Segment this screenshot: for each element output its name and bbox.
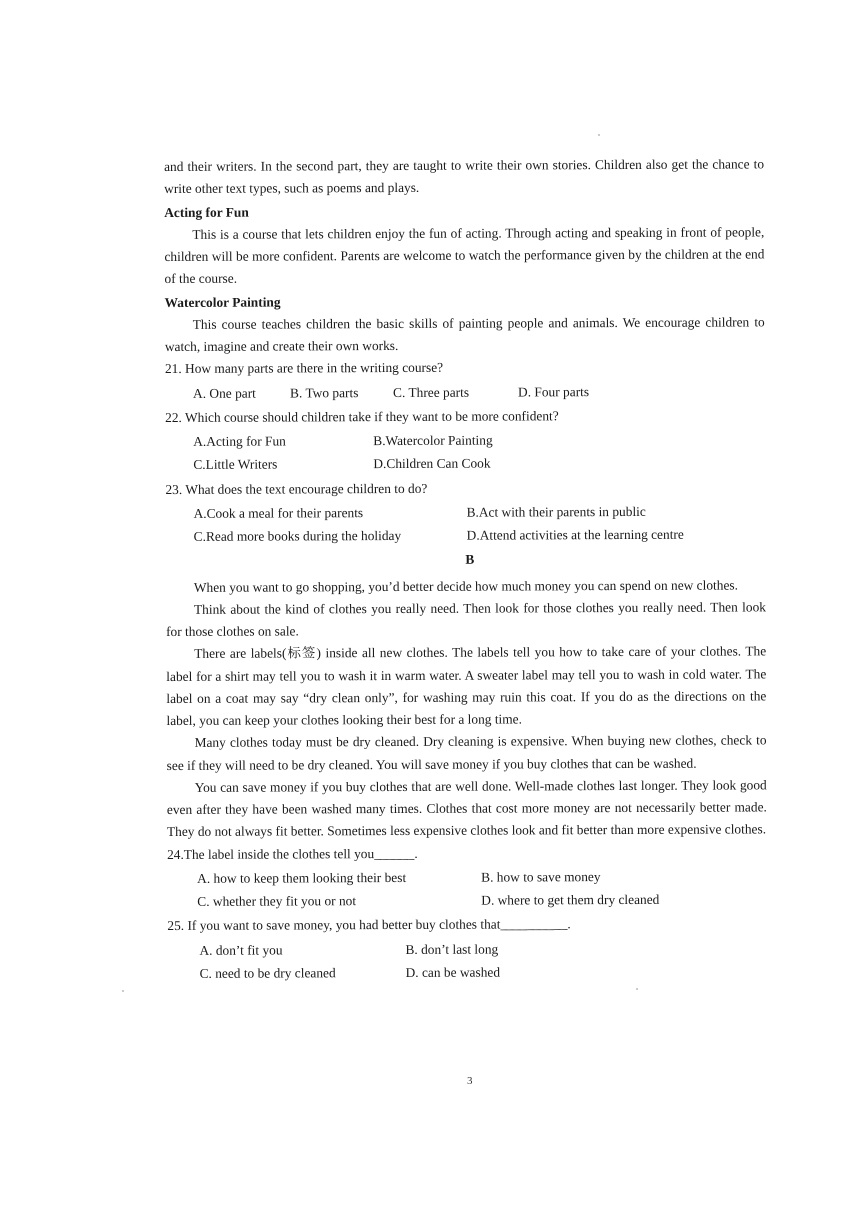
course-text-acting: This is a course that lets children enjoy the fun of acting. Through acting and speaking in front of people, children will be more confident. Parents are welcome to watch the performance given by the children at the end of the course. (164, 224, 765, 287)
question-22-options (193, 428, 765, 476)
passage-b-paragraph: There are labels(标签) inside all new clothes. The labels tell you how to take care of your clothes. The label for a shirt may tell you to wash it in warm water. A sweater label may tell you to wash in cold water. The label on a coat may say “dry clean only”, for washing may ruin this coat. If you do as the directions on the label, you can keep your clothes looking their best for a long time. (166, 643, 767, 728)
option-c: C.Read more books during the holiday (193, 527, 402, 544)
question-23-stem: 23. What does the text encourage children to do? (165, 480, 428, 497)
option-c: C. Three parts (392, 384, 470, 400)
question-24-options (197, 865, 767, 913)
passage-b-paragraph: You can save money if you buy clothes that are well done. Well-made clothes last longer. They look good even after they have been washed many times. Clothes that cost more money are not necessarily better made. They do not always fit better. Sometimes less expensive clothes look and fit better than more expensive clothes. (166, 777, 767, 840)
option-a: A. how to keep them looking their best (197, 869, 407, 886)
option-a: A. don’t fit you (199, 941, 283, 958)
option-a: A. One part (193, 385, 256, 401)
option-d: D. Four parts (517, 383, 590, 399)
option-b: B. don’t last long (405, 941, 499, 957)
question-23-options (194, 500, 766, 548)
scan-speck (122, 990, 124, 992)
option-d: D. can be washed (405, 964, 501, 980)
option-a: A.Cook a meal for their parents (193, 504, 364, 521)
passage-b-paragraph: Think about the kind of clothes you really need. Then look for those clothes you really need. Then look for those clothes on sale. (166, 599, 767, 639)
question-25-options (199, 937, 767, 985)
passage-b-paragraph: Many clothes today must be dry cleaned. Dry cleaning is expensive. When buying new clothes, check to see if they will need to be dry cleaned. You will save money if you buy clothes that can be washed. (166, 732, 767, 773)
passage-a-continuation: and their writers. In the second part, they are taught to write their own stories. Children also get the chance to write other text types, such as poems and plays. (164, 156, 765, 197)
page-number: 3 (467, 1075, 473, 1087)
course-title-acting: Acting for Fun (164, 204, 249, 220)
course-text-painting: This course teaches children the basic skills of painting people and animals. We encourage children to watch, imagine and create their own works. (164, 314, 765, 354)
passage-b (166, 574, 767, 844)
scan-speck (636, 988, 638, 990)
option-b: B.Act with their parents in public (466, 503, 646, 520)
option-c: C. whether they fit you or not (197, 893, 357, 909)
option-d: D.Attend activities at the learning centre (466, 526, 684, 543)
question-21-options (193, 380, 765, 405)
option-c: C.Little Writers (193, 456, 278, 473)
option-b: B. how to save money (481, 868, 601, 885)
question-21-stem: 21. How many parts are there in the writing course? (164, 360, 444, 377)
section-letter-b: B (465, 551, 475, 567)
option-b: B. Two parts (290, 384, 359, 400)
question-25-stem: 25. If you want to save money, you had better buy clothes that__________. (167, 916, 571, 934)
option-d: D. where to get them dry cleaned (481, 891, 660, 908)
option-a: A.Acting for Fun (193, 433, 286, 449)
exam-page (164, 153, 768, 987)
question-22-stem: 22. Which course should children take if they want to be more confident? (165, 408, 559, 425)
scan-speck (598, 134, 600, 136)
passage-b-paragraph: When you want to go shopping, you’d better decide how much money you can spend on new clothes. (193, 576, 738, 595)
question-24-stem: 24.The label inside the clothes tell you______. (167, 845, 418, 862)
course-title-painting: Watercolor Painting (164, 293, 281, 310)
option-c: C. need to be dry cleaned (199, 965, 336, 981)
option-d: D.Children Can Cook (373, 455, 491, 472)
option-b: B.Watercolor Painting (373, 432, 493, 449)
